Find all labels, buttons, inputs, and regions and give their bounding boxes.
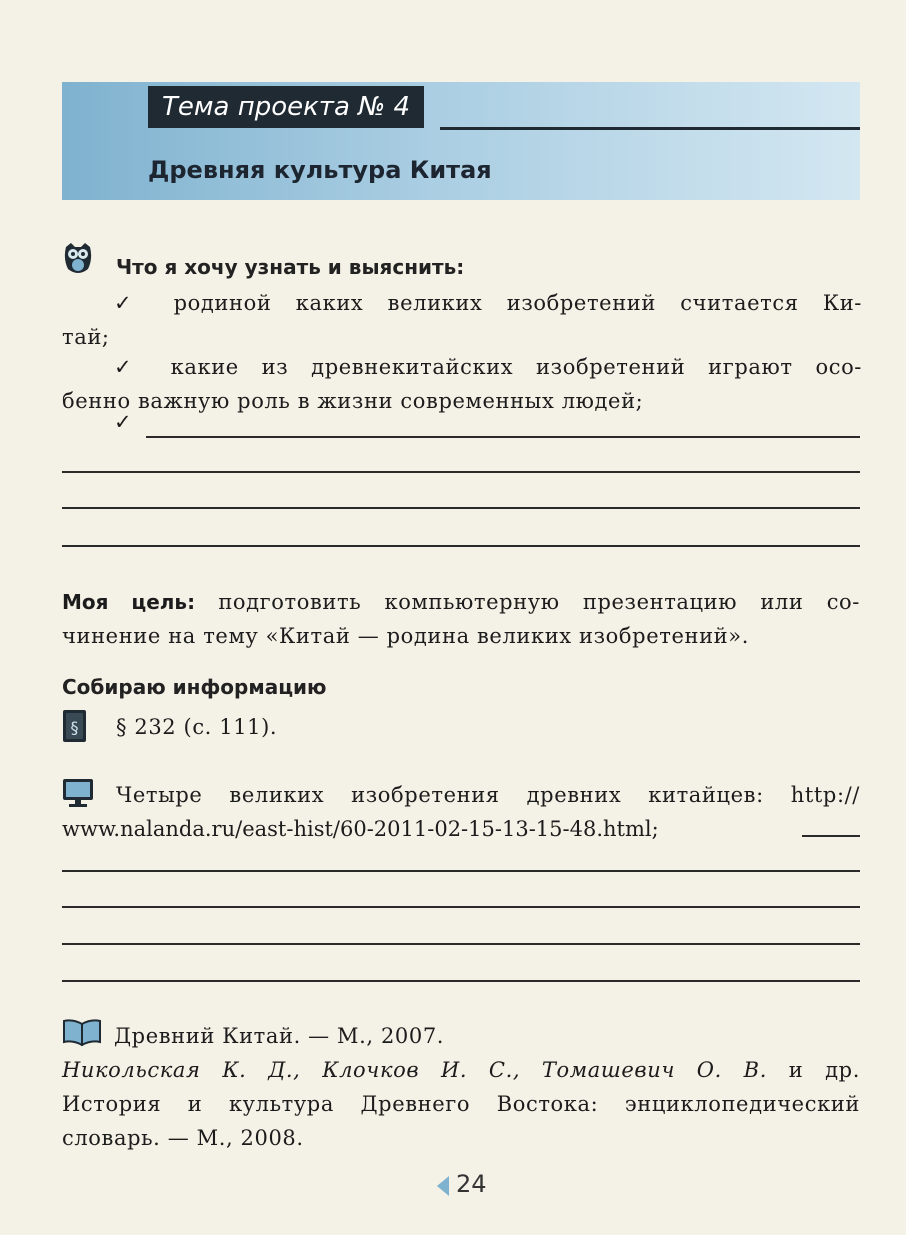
topic-label: Тема проекта № 4 xyxy=(148,86,424,128)
page-number: 24 xyxy=(456,1170,487,1198)
book-icon xyxy=(62,709,88,743)
book-reference-2-line2: История и культура Древнего Востока: энциклопедический xyxy=(62,1092,860,1116)
question-item-1 xyxy=(62,286,862,354)
owl-icon xyxy=(62,241,94,275)
question-item-2 xyxy=(62,350,862,418)
answer-line[interactable] xyxy=(62,545,860,547)
svg-text:§: § xyxy=(70,718,79,737)
question-item-1-line1: родиной каких великих изобретений считается Ки- xyxy=(173,291,862,315)
check-mark: ✓ xyxy=(114,410,132,434)
question-item-2-line1: какие из древнекитайских изобретений играют осо- xyxy=(170,355,863,379)
answer-line[interactable] xyxy=(802,835,860,837)
textbook-reference: § 232 (с. 111). xyxy=(116,715,278,739)
open-book-icon xyxy=(62,1018,102,1046)
goal-label: Моя цель: xyxy=(62,590,196,614)
topic-rule xyxy=(440,127,860,130)
goal-block xyxy=(62,585,860,653)
book-reference-2 xyxy=(62,1053,860,1155)
answer-line[interactable] xyxy=(62,943,860,945)
answer-line[interactable] xyxy=(62,870,860,872)
page-arrow-icon xyxy=(436,1175,450,1197)
answer-line[interactable] xyxy=(146,436,860,438)
web-resource xyxy=(62,778,860,846)
question-item-1-line2: тай; xyxy=(62,325,110,349)
answer-line[interactable] xyxy=(62,980,860,982)
page-title: Древняя культура Китая xyxy=(148,156,492,184)
goal-line2: чинение на тему «Китай — родина великих изобретений». xyxy=(62,624,749,648)
question-item-2-line2: бенно важную роль в жизни современных людей; xyxy=(62,389,644,413)
book-reference-2-line3: словарь. — М., 2008. xyxy=(62,1126,304,1150)
answer-line[interactable] xyxy=(62,471,860,473)
answer-line[interactable] xyxy=(62,507,860,509)
web-resource-line2[interactable]: www.nalanda.ru/east-hist/60-2011-02-15-13-15-48.html; xyxy=(62,817,659,841)
book-reference-2-authors: Никольская К. Д., Клочков И. С., Томашевич О. В. xyxy=(62,1058,767,1082)
book-reference-2-and-others: и др. xyxy=(788,1058,860,1082)
info-heading: Собираю информацию xyxy=(62,675,327,699)
book-reference-1: Древний Китай. — М., 2007. xyxy=(114,1024,445,1048)
answer-line[interactable] xyxy=(62,906,860,908)
questions-heading: Что я хочу узнать и выяснить: xyxy=(116,255,465,279)
check-mark: ✓ xyxy=(114,291,150,315)
web-resource-line1: Четыре великих изобретения древних китайцев: http:// xyxy=(116,783,860,807)
goal-line1: подготовить компьютерную презентацию или со- xyxy=(218,590,860,614)
check-mark: ✓ xyxy=(114,355,148,379)
